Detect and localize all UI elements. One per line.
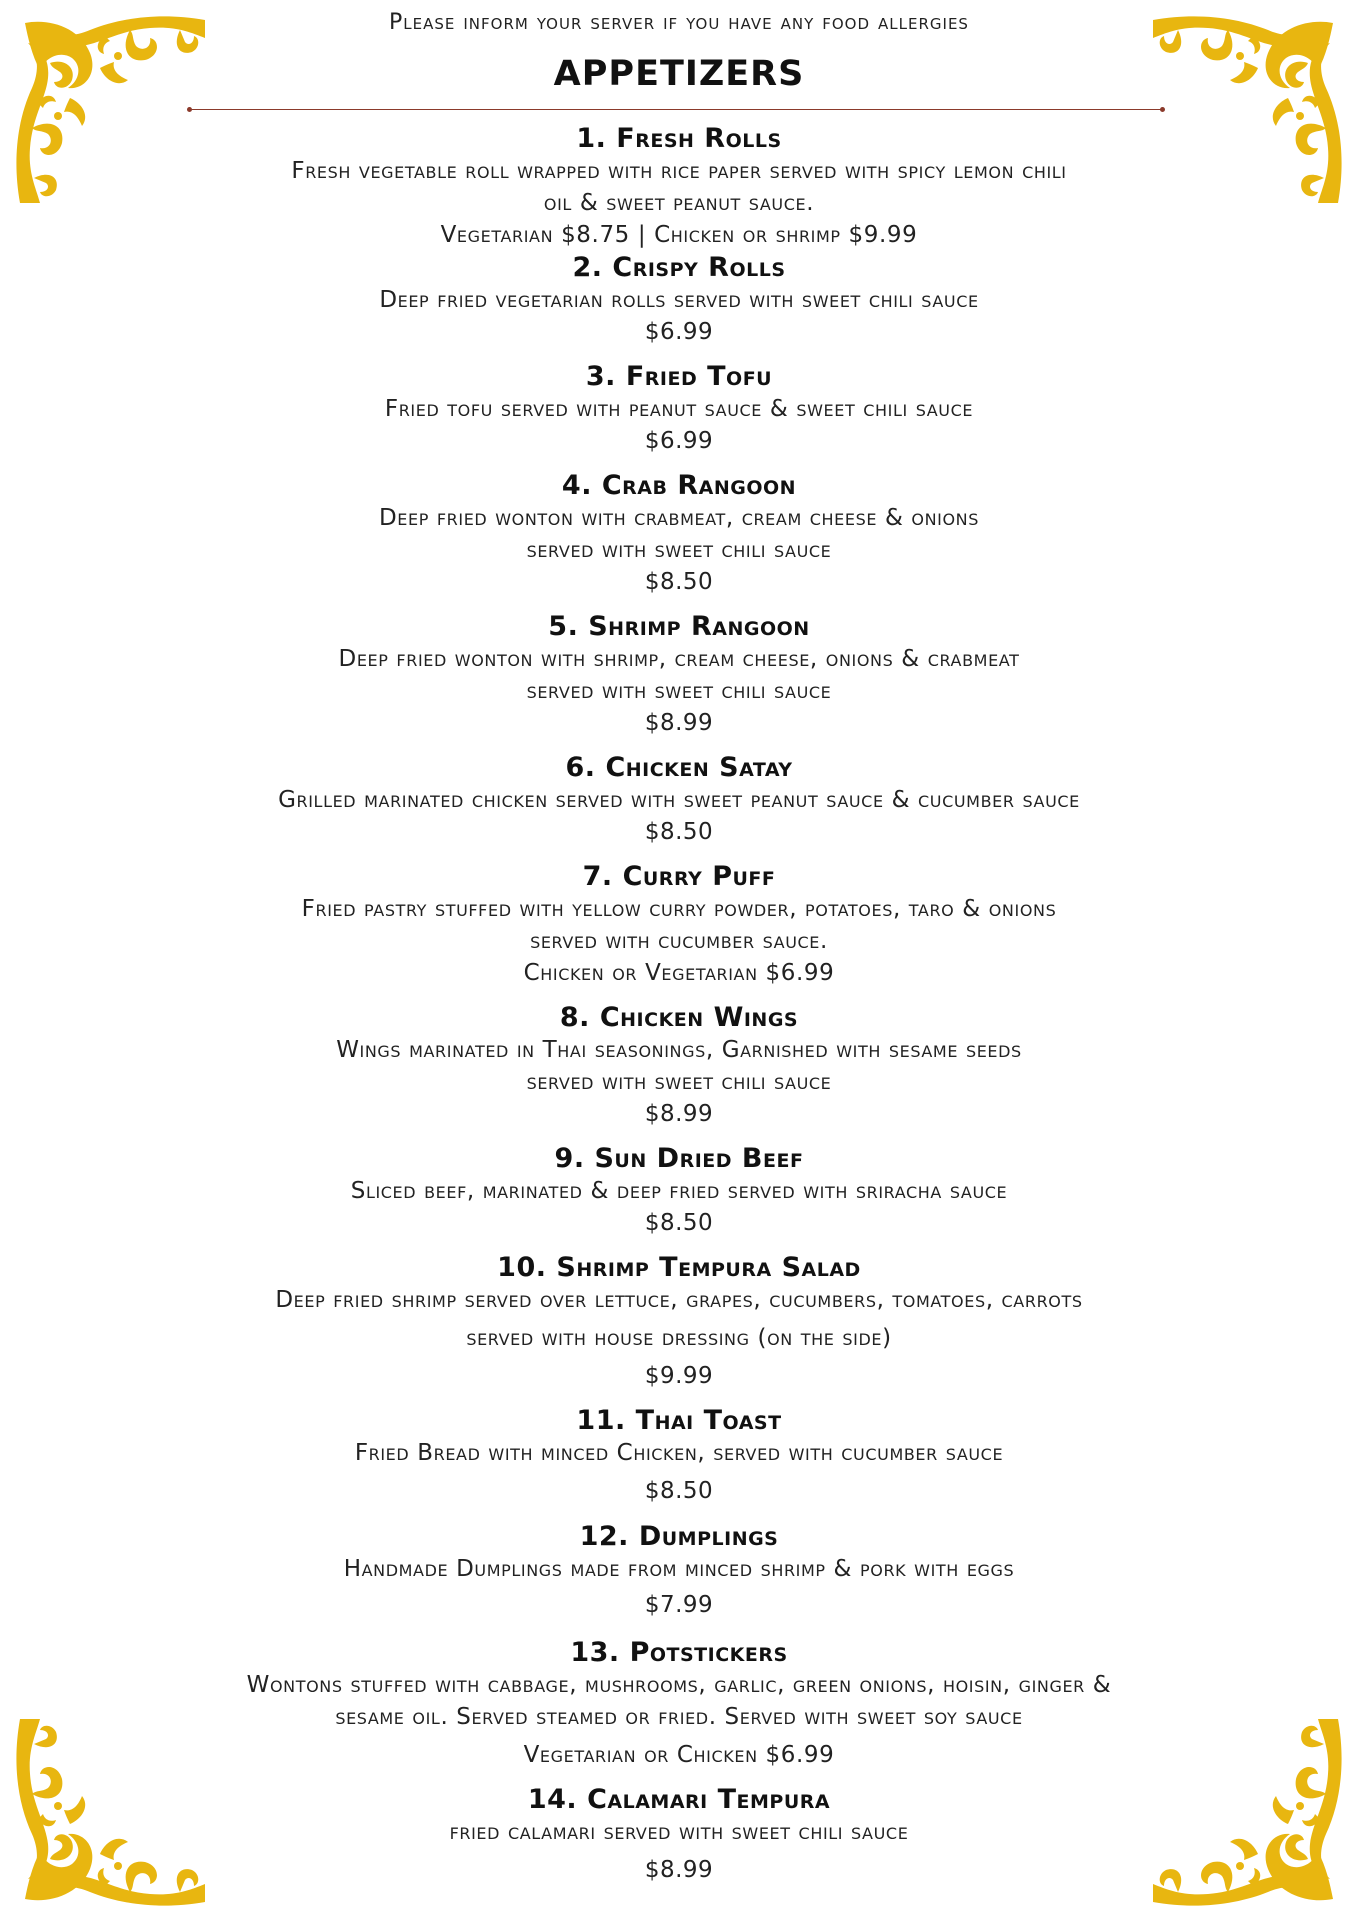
item-description: Wontons stuffed with cabbage, mushrooms, garlic, green onions, hoisin, ginger &	[246, 1672, 1112, 1698]
item-name: 9. Sun Dried Beef	[554, 1143, 804, 1174]
item-description: served with house dressing (on the side)	[466, 1325, 892, 1351]
item-name: 12. Dumplings	[579, 1521, 779, 1552]
item-price: $8.50	[644, 819, 714, 845]
menu-item	[100, 123, 1258, 251]
item-description: fried calamari served with sweet chili sauce	[449, 1819, 909, 1845]
item-price: Chicken or Vegetarian $6.99	[523, 960, 835, 986]
menu-item	[100, 752, 1258, 848]
menu-item	[100, 1637, 1258, 1771]
item-description: Deep fried wonton with crabmeat, cream cheese & onions	[378, 505, 980, 531]
item-name: 11. Thai Toast	[576, 1405, 782, 1436]
menu-item	[100, 470, 1258, 598]
menu-item	[100, 1143, 1258, 1239]
item-price: $8.99	[644, 710, 714, 736]
menu-item	[100, 611, 1258, 739]
item-description: Sliced beef, marinated & deep fried served with sriracha sauce	[350, 1178, 1008, 1204]
item-description: served with sweet chili sauce	[526, 1069, 832, 1095]
menu-item	[100, 361, 1258, 457]
menu-item	[100, 252, 1258, 348]
menu-item	[100, 861, 1258, 989]
item-price: $7.99	[644, 1592, 714, 1618]
item-price: $8.99	[644, 1857, 714, 1883]
item-name: 4. Crab Rangoon	[561, 470, 797, 501]
item-price: $9.99	[644, 1363, 714, 1389]
item-description: served with sweet chili sauce	[526, 678, 832, 704]
item-description: served with sweet chili sauce	[526, 537, 832, 563]
item-description: Grilled marinated chicken served with sweet peanut sauce & cucumber sauce	[278, 787, 1080, 813]
item-price: $8.50	[644, 569, 714, 595]
item-name: 10. Shrimp Tempura Salad	[497, 1252, 861, 1283]
allergy-notice: Please inform your server if you have any food allergies	[389, 10, 969, 35]
item-description: Deep fried shrimp served over lettuce, grapes, cucumbers, tomatoes, carrots	[275, 1287, 1083, 1313]
item-description: sesame oil. Served steamed or fried. Served with sweet soy sauce	[335, 1704, 1023, 1730]
item-description: Fresh vegetable roll wrapped with rice paper served with spicy lemon chili	[291, 158, 1067, 184]
item-name: 6. Chicken Satay	[565, 752, 793, 783]
item-price: $6.99	[644, 428, 714, 454]
item-name: 13. Potstickers	[570, 1637, 788, 1668]
item-name: 5. Shrimp Rangoon	[548, 611, 810, 642]
item-description: oil & sweet peanut sauce.	[543, 190, 815, 216]
section-title: APPETIZERS	[553, 54, 805, 94]
title-divider	[190, 109, 1162, 110]
item-name: 8. Chicken Wings	[559, 1002, 799, 1033]
item-name: 14. Calamari Tempura	[527, 1784, 831, 1815]
item-name: 1. Fresh Rolls	[576, 123, 782, 154]
item-price: Vegetarian or Chicken $6.99	[523, 1742, 835, 1768]
menu-item	[100, 1252, 1258, 1392]
menu-item	[100, 1002, 1258, 1130]
item-description: Fried pastry stuffed with yellow curry powder, potatoes, taro & onions	[301, 896, 1057, 922]
item-description: Wings marinated in Thai seasonings, Garnished with sesame seeds	[336, 1037, 1022, 1063]
item-name: 2. Crispy Rolls	[572, 252, 786, 283]
item-description: Fried tofu served with peanut sauce & sweet chili sauce	[384, 396, 974, 422]
item-description: Handmade Dumplings made from minced shrimp & pork with eggs	[343, 1556, 1015, 1582]
item-description: served with cucumber sauce.	[530, 928, 828, 954]
menu-item	[100, 1405, 1258, 1507]
item-price: $8.99	[644, 1101, 714, 1127]
item-name: 7. Curry Puff	[582, 861, 776, 892]
item-price: $6.99	[644, 319, 714, 345]
item-description: Deep fried wonton with shrimp, cream cheese, onions & crabmeat	[338, 646, 1020, 672]
item-description: Deep fried vegetarian rolls served with sweet chili sauce	[379, 287, 979, 313]
menu-item	[100, 1784, 1258, 1886]
item-price: $8.50	[644, 1210, 714, 1236]
menu-item	[100, 1521, 1258, 1621]
item-price: Vegetarian $8.75 | Chicken or shrimp $9.99	[440, 222, 918, 248]
item-price: $8.50	[644, 1478, 714, 1504]
item-description: Fried Bread with minced Chicken, served with cucumber sauce	[354, 1440, 1004, 1466]
item-name: 3. Fried Tofu	[585, 361, 773, 392]
